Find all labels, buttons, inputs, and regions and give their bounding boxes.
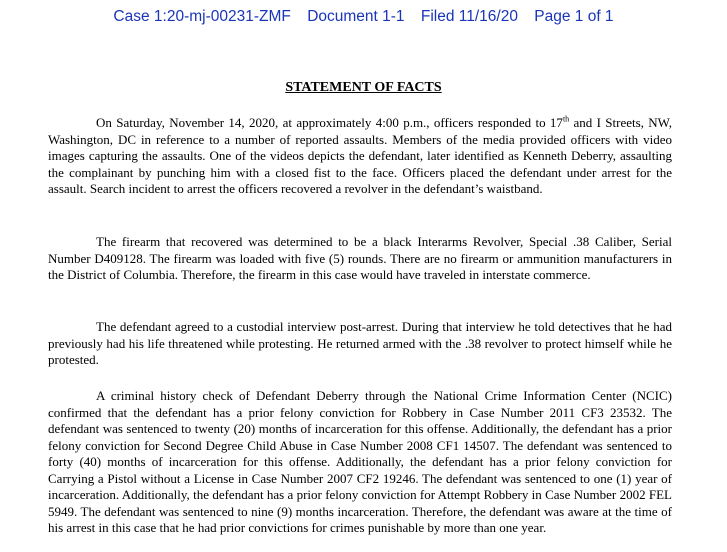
paragraph-criminal-history: A criminal history check of Defendant Deberry through the National Crime Information Center (NCIC) confirmed that the defendant has a prior felony conviction for Robbery in Case Number 2011 CF3 23532. The defendant was sentenced to twenty (20) months of incarceration for this offense. Additionally, the defendant has a prior felony conviction for Second Degree Child Abuse in Case Number 2008 CF1 14507. The defendant was sentenced to forty (40) months of incarceration for this offense. Additionally, the defendant has a prior felony conviction for Carrying a Pistol without a License in Case Number 2007 CF2 19246. The defendant was sentenced to one (1) year of incarceration. Additionally, the defendant has a prior felony conviction for Attempt Robbery in Case Number 2002 FEL 5949. The defendant was sentenced to nine (9) months incarceration. Therefore, the defendant was aware at the time of his arrest in this case that he had prior convictions for crimes punishable by more than one year. <box>48 388 672 535</box>
ecf-filing-header <box>0 8 727 26</box>
document-number: Document 1-1 <box>307 8 405 25</box>
case-number: Case 1:20-mj-00231-ZMF <box>113 8 291 25</box>
document-title: STATEMENT OF FACTS <box>285 80 442 95</box>
filed-date: Filed 11/16/20 <box>420 8 518 25</box>
paragraph-incident: On Saturday, November 14, 2020, at approximately 4:00 p.m., officers responded to 17th and I Streets, NW, Washington, DC in reference to a number of reported assaults. Members of the media provided officers with video images capturing the assaults. One of the videos depicts the defendant, later identified as Kenneth Deberry, assaulting the complainant by punching him with a closed fist to the face. Officers placed the defendant under arrest for the assault. Search incident to arrest the officers recovered a revolver in the defendant’s waistband. <box>48 114 672 196</box>
paragraph-firearm: The firearm that recovered was determined to be a black Interarms Revolver, Special .38 Caliber, Serial Number D409128. The firearm was loaded with five (5) rounds. There are no firearm or ammunition manufacturers in the District of Columbia. Therefore, the firearm in this case would have traveled in interstate commerce. <box>48 234 672 282</box>
page-indicator: Page 1 of 1 <box>534 8 614 25</box>
paragraph-interview: The defendant agreed to a custodial interview post-arrest. During that interview he told detectives that he had previously had his life threatened while protesting. He returned armed with the .38 revolver to protect himself while he protested. <box>48 319 672 367</box>
